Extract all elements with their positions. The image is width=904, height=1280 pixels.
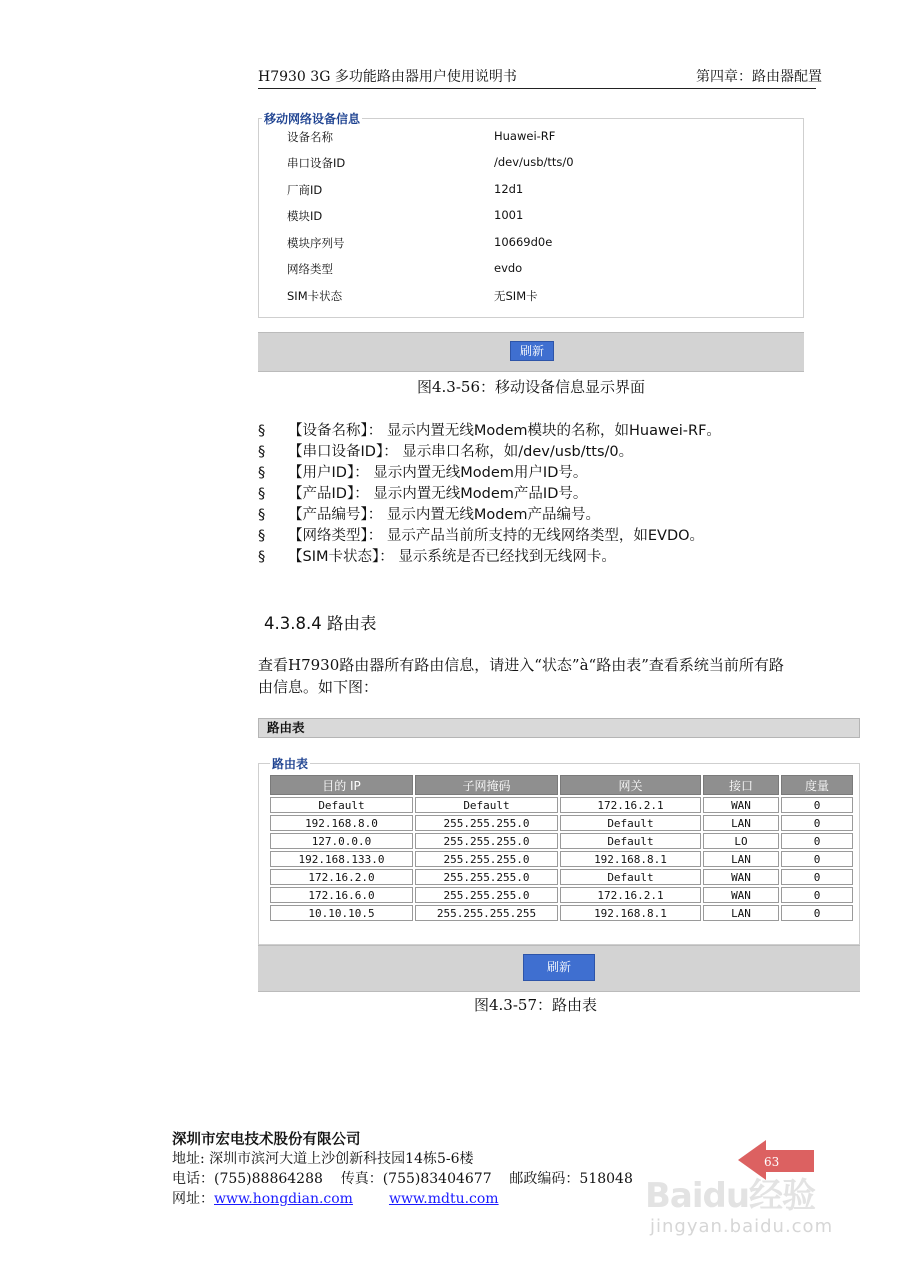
table-cell: 0 <box>781 869 853 885</box>
table-cell: 0 <box>781 851 853 867</box>
table-cell: 255.255.255.0 <box>415 833 558 849</box>
paragraph-line: 由信息。如下图： <box>258 678 379 696</box>
info-label: 网络类型 <box>287 262 333 276</box>
route-page-title-bar: 路由表 <box>258 718 860 738</box>
page-number: 63 <box>764 1155 780 1169</box>
list-item-text: 【设备名称】： 显示内置无线Modem模块的名称，如Huawei-RF。 <box>288 423 721 439</box>
table-cell: 0 <box>781 815 853 831</box>
footer-web-label: 网址： <box>172 1191 214 1207</box>
table-row <box>270 869 853 885</box>
table-cell: Default <box>415 797 558 813</box>
bullet-icon: § <box>258 549 266 565</box>
info-label: 设备名称 <box>287 130 333 144</box>
footer-link-mdtu[interactable]: www.mdtu.com <box>388 1191 499 1207</box>
footer-company: 深圳市宏电技术股份有限公司 <box>172 1131 361 1148</box>
table-row <box>270 851 853 867</box>
info-label: 模块序列号 <box>287 236 345 250</box>
info-value: evdo <box>494 261 523 275</box>
footer-web <box>172 1188 499 1208</box>
table-cell: LAN <box>703 815 779 831</box>
route-table-legend: 路由表 <box>272 757 309 771</box>
table-cell: 0 <box>781 797 853 813</box>
table-cell: WAN <box>703 797 779 813</box>
table-row <box>270 887 853 903</box>
doc-header-chapter: 第四章：路由器配置 <box>696 69 822 85</box>
info-label: 厂商ID <box>287 183 323 197</box>
table-cell: Default <box>560 833 701 849</box>
list-item-text: 【网络类型】： 显示产品当前所支持的无线网络类型，如EVDO。 <box>288 528 705 544</box>
doc-header-title: H7930 3G 多功能路由器用户使用说明书 <box>258 69 517 85</box>
footer-phone: 电话：(755)88864288 传真：(755)83404677 邮政编码：518048 <box>172 1171 633 1187</box>
info-value: 无SIM卡 <box>494 289 538 303</box>
table-cell: 255.255.255.0 <box>415 887 558 903</box>
info-value: 10669d0e <box>494 235 553 249</box>
info-value: Huawei-RF <box>494 129 556 143</box>
info-label: SIM卡状态 <box>287 289 343 303</box>
table-cell: WAN <box>703 887 779 903</box>
info-label: 模块ID <box>287 209 323 223</box>
table-cell: LO <box>703 833 779 849</box>
info-label: 串口设备ID <box>287 156 346 170</box>
paragraph-line: 查看H7930路由器所有路由信息，请进入“状态”à“路由表”查看系统当前所有路 <box>258 656 784 674</box>
footer-link-hongdian[interactable]: www.hongdian.com <box>214 1191 353 1207</box>
table-cell: 255.255.255.0 <box>415 869 558 885</box>
watermark-url: jingyan.baidu.com <box>650 1216 834 1237</box>
table-cell: WAN <box>703 869 779 885</box>
bullet-icon: § <box>258 528 266 544</box>
table-cell: 0 <box>781 905 853 921</box>
table-row <box>270 833 853 849</box>
table-cell: 192.168.8.1 <box>560 851 701 867</box>
table-row <box>270 797 853 813</box>
column-header: 接口 <box>703 775 779 795</box>
list-item-text: 【产品ID】： 显示内置无线Modem产品ID号。 <box>288 486 588 502</box>
figure-caption: 图4.3-57：路由表 <box>474 996 598 1014</box>
info-value: 12d1 <box>494 182 524 196</box>
footer-address: 地址: 深圳市滨河大道上沙创新科技园14栋5-6楼 <box>172 1151 474 1167</box>
table-cell: Default <box>270 797 413 813</box>
list-item-text: 【SIM卡状态】： 显示系统是否已经找到无线网卡。 <box>288 549 616 565</box>
table-cell: LAN <box>703 905 779 921</box>
table-cell: 172.16.2.0 <box>270 869 413 885</box>
list-item <box>258 503 600 524</box>
list-item <box>258 440 633 461</box>
header-divider <box>258 88 816 89</box>
route-table <box>268 773 855 923</box>
refresh-button[interactable]: 刷新 <box>510 341 554 361</box>
table-cell: 10.10.10.5 <box>270 905 413 921</box>
table-row <box>270 905 853 921</box>
device-info-legend: 移动网络设备信息 <box>264 112 361 126</box>
list-item-text: 【用户ID】： 显示内置无线Modem用户ID号。 <box>288 465 588 481</box>
list-item <box>258 461 587 482</box>
table-cell: 172.16.6.0 <box>270 887 413 903</box>
table-cell: 255.255.255.255 <box>415 905 558 921</box>
table-cell: 255.255.255.0 <box>415 815 558 831</box>
table-cell: Default <box>560 869 701 885</box>
info-value: /dev/usb/tts/0 <box>494 155 574 169</box>
bullet-icon: § <box>258 507 266 523</box>
section-heading: 4.3.8.4 路由表 <box>264 614 377 633</box>
bullet-icon: § <box>258 465 266 481</box>
table-cell: LAN <box>703 851 779 867</box>
column-header: 网关 <box>560 775 701 795</box>
list-item <box>258 524 704 545</box>
list-item <box>258 482 587 503</box>
table-cell: 192.168.133.0 <box>270 851 413 867</box>
list-item <box>258 419 721 440</box>
table-cell: 0 <box>781 833 853 849</box>
table-row <box>270 815 853 831</box>
refresh-button[interactable]: 刷新 <box>523 954 595 981</box>
figure-caption: 图4.3-56：移动设备信息显示界面 <box>417 378 646 396</box>
list-item-text: 【产品编号】： 显示内置无线Modem产品编号。 <box>288 507 600 523</box>
bullet-icon: § <box>258 486 266 502</box>
table-cell: 172.16.2.1 <box>560 797 701 813</box>
bullet-icon: § <box>258 444 266 460</box>
list-item <box>258 545 616 566</box>
table-cell: 127.0.0.0 <box>270 833 413 849</box>
column-header: 度量 <box>781 775 853 795</box>
table-cell: 255.255.255.0 <box>415 851 558 867</box>
column-header: 目的 IP <box>270 775 413 795</box>
table-cell: 192.168.8.1 <box>560 905 701 921</box>
table-cell: 0 <box>781 887 853 903</box>
list-item-text: 【串口设备ID】： 显示串口名称，如/dev/usb/tts/0。 <box>288 444 634 460</box>
table-header-row <box>270 775 853 795</box>
watermark-logo: Baidu经验 <box>645 1176 816 1216</box>
column-header: 子网掩码 <box>415 775 558 795</box>
table-cell: 192.168.8.0 <box>270 815 413 831</box>
bullet-icon: § <box>258 423 266 439</box>
table-cell: Default <box>560 815 701 831</box>
table-cell: 172.16.2.1 <box>560 887 701 903</box>
info-value: 1001 <box>494 208 524 222</box>
